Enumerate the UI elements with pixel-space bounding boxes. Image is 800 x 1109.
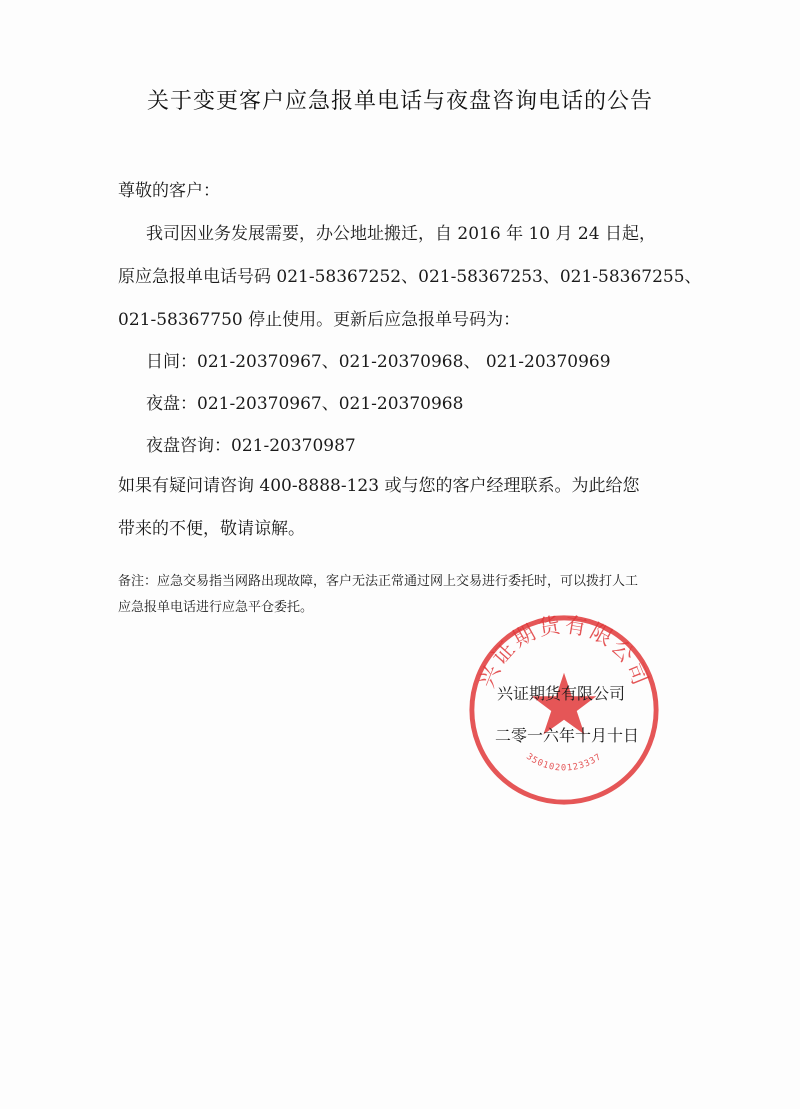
body-line-4: 如果有疑问请咨询 400-8888-123 或与您的客户经理联系。为此给您 (118, 476, 640, 496)
body-line-5: 带来的不便，敬请谅解。 (118, 519, 305, 539)
salutation: 尊敬的客户： (118, 181, 220, 201)
body-line-2: 原应急报单电话号码 021-58367252、021-58367253、021-58367255、 (118, 267, 702, 287)
signature-company: 兴证期货有限公司 (497, 684, 626, 703)
day-numbers: 日间：021-20370967、021-20370968、 021-20370969 (146, 352, 611, 372)
body-line-3: 021-58367750 停止使用。更新后应急报单号码为： (118, 310, 521, 330)
night-numbers: 夜盘：021-20370967、021-20370968 (146, 394, 464, 414)
note-line-1: 备注：应急交易指当网路出现故障，客户无法正常通过网上交易进行委托时，可以拨打人工 (118, 574, 639, 589)
company-seal (466, 612, 662, 808)
body-line-1: 我司因业务发展需要，办公地址搬迁，自 2016 年 10 月 24 日起， (146, 224, 656, 244)
signature-date: 二零一六年十月十日 (495, 726, 640, 745)
note-line-2: 应急报单电话进行应急平仓委托。 (118, 600, 314, 615)
seal-text: 兴证期货有限公司 (474, 612, 654, 692)
seal-code: 3501020123337 (524, 751, 604, 774)
night-inquiry-number: 夜盘咨询：021-20370987 (146, 436, 356, 456)
announcement-title: 关于变更客户应急报单电话与夜盘咨询电话的公告 (146, 89, 653, 114)
